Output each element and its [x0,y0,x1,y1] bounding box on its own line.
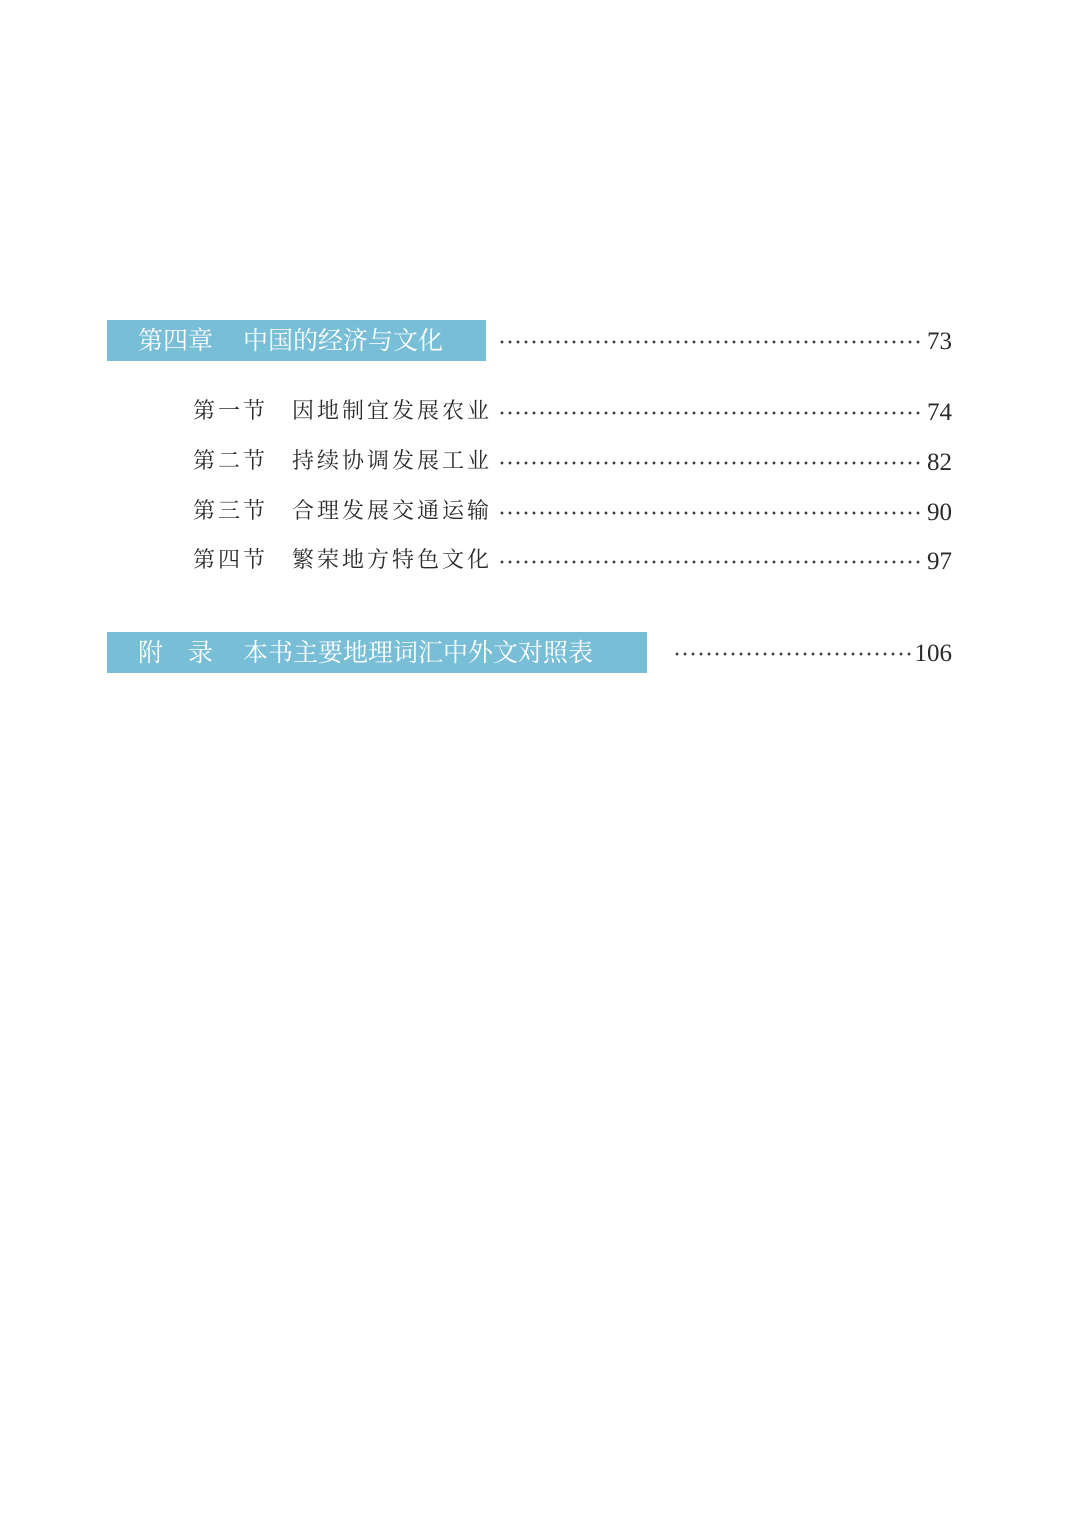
appendix-title: 本书主要地理词汇中外文对照表 [243,638,594,667]
section-label: 第四节 [193,548,269,573]
section-label: 第一节 [193,399,269,424]
section-title: 因地制宜发展农业 [292,399,493,424]
section-page-number: 90 [927,499,952,526]
section-page-number: 82 [927,449,952,476]
section-page-number: 74 [927,399,952,426]
toc-section-entry[interactable] [0,546,1080,576]
chapter-banner [107,320,486,361]
appendix-leader-dots [673,652,911,656]
appendix-page-number: 106 [914,640,952,667]
toc-chapter-entry[interactable] [0,320,1080,361]
appendix-label: 附 录 [138,638,214,667]
toc-section-entry[interactable] [0,497,1080,527]
appendix-banner [107,632,647,673]
toc-section-entry[interactable] [0,397,1080,427]
section-leader-dots [498,560,922,564]
section-title: 合理发展交通运输 [292,499,493,524]
section-label: 第三节 [193,499,269,524]
section-page-number: 97 [927,548,952,575]
section-leader-dots [498,461,922,465]
toc-appendix-entry[interactable] [0,632,1080,673]
chapter-leader-dots [498,340,922,344]
section-leader-dots [498,411,922,415]
toc-section-entry[interactable] [0,447,1080,477]
chapter-title: 中国的经济与文化 [243,326,444,355]
section-title: 繁荣地方特色文化 [292,548,493,573]
section-title: 持续协调发展工业 [292,449,493,474]
section-label: 第二节 [193,449,269,474]
chapter-label: 第四章 [138,326,214,355]
chapter-page-number: 73 [927,328,952,355]
section-leader-dots [498,511,922,515]
